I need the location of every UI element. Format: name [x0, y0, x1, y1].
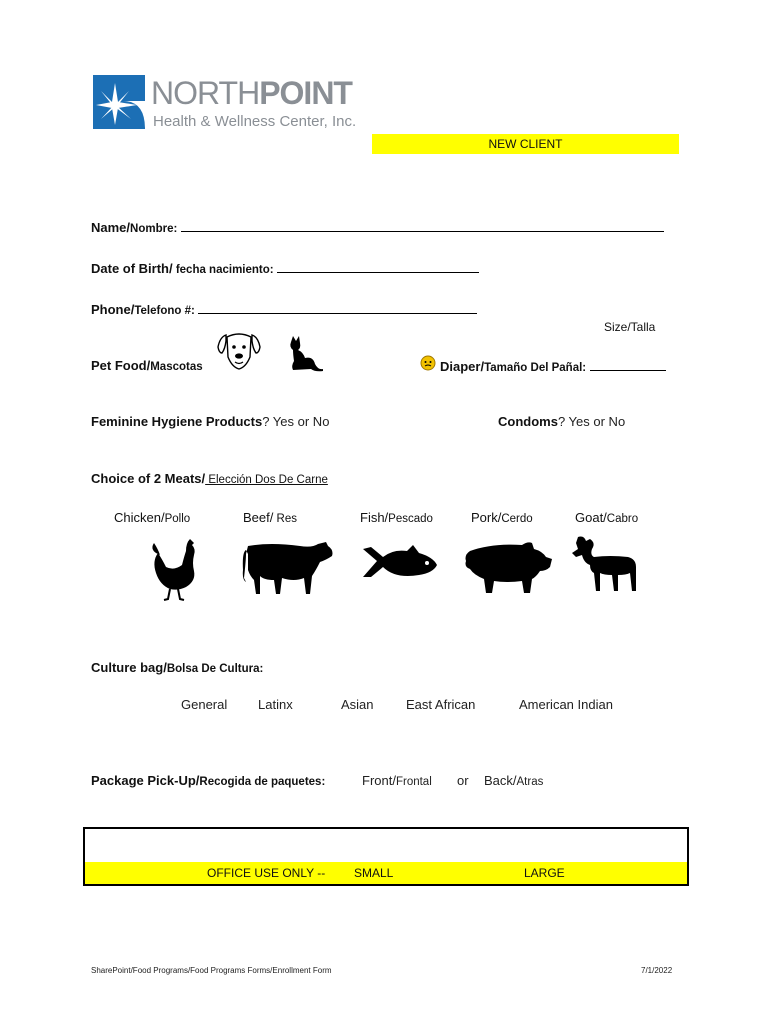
pickup-label-en: Package Pick-Up/	[91, 773, 200, 788]
culture-row	[91, 660, 263, 675]
meat-option-pork[interactable]	[471, 510, 533, 525]
meats-label-es: Elección Dos De Carne	[205, 474, 328, 486]
pickup-or: or	[457, 773, 469, 788]
meats-row	[91, 471, 328, 486]
phone-label-es: Telefono #:	[134, 305, 195, 317]
office-small-option[interactable]: SMALL	[354, 866, 394, 880]
culture-option-asian[interactable]: Asian	[341, 697, 374, 712]
fish-label-en: Fish/	[360, 510, 389, 525]
back-label-en: Back/	[484, 773, 517, 788]
phone-label-en: Phone/	[91, 302, 135, 317]
size-label: Size/Talla	[604, 320, 656, 334]
meat-option-fish[interactable]	[360, 510, 433, 525]
logo-name-bold: POINT	[259, 75, 352, 111]
pickup-option-back[interactable]	[484, 773, 543, 788]
beef-label-en: Beef/	[243, 510, 274, 525]
name-label-en: Name/	[91, 220, 131, 235]
chicken-label-es: Pollo	[164, 513, 191, 525]
pickup-row	[91, 773, 325, 788]
chicken-label-en: Chicken/	[114, 510, 165, 525]
back-label-es: Atras	[516, 776, 544, 788]
phone-row	[91, 301, 477, 317]
office-use-label: OFFICE USE ONLY --	[207, 866, 326, 880]
fish-icon	[361, 543, 439, 581]
footer-path: SharePoint/Food Programs/Food Programs Forms/Enrollment Form	[91, 966, 332, 975]
goat-label-es: Cabro	[606, 513, 639, 525]
goat-icon	[570, 535, 640, 593]
chicken-icon	[150, 537, 204, 601]
pickup-label-es: Recogida de paquetes:	[199, 776, 326, 788]
phone-field[interactable]	[198, 301, 477, 314]
pork-label-en: Pork/	[471, 510, 502, 525]
diaper-label-en: Diaper/	[440, 359, 485, 374]
pet-food-row	[91, 358, 203, 373]
pork-label-es: Cerdo	[501, 513, 533, 525]
northpoint-logo	[93, 75, 363, 135]
pickup-option-front[interactable]	[362, 773, 432, 788]
condoms-options[interactable]: ? Yes or No	[557, 414, 626, 429]
office-use-box	[83, 827, 689, 886]
logo-subtitle: Health & Wellness Center, Inc.	[153, 113, 357, 130]
name-field[interactable]	[181, 219, 664, 232]
banner-text: NEW CLIENT	[488, 137, 563, 151]
name-row	[91, 219, 664, 235]
goat-label-en: Goat/	[575, 510, 607, 525]
office-large-option[interactable]: LARGE	[524, 866, 565, 880]
culture-option-east-african[interactable]: East African	[406, 697, 476, 712]
new-client-banner	[372, 134, 679, 154]
hygiene-options[interactable]: ? Yes or No	[262, 414, 330, 429]
cat-icon	[285, 336, 325, 372]
dog-icon	[216, 331, 262, 371]
footer-date: 7/1/2022	[641, 966, 673, 975]
front-label-es: Frontal	[395, 776, 432, 788]
diaper-row	[440, 358, 666, 374]
pet-food-label-en: Pet Food/	[91, 358, 151, 373]
meat-option-beef[interactable]	[243, 510, 297, 525]
culture-option-american-indian[interactable]: American Indian	[519, 697, 613, 712]
dob-field[interactable]	[277, 260, 479, 273]
star-logo-icon	[93, 75, 145, 129]
diaper-size-field[interactable]	[590, 358, 666, 371]
baby-icon	[420, 355, 436, 371]
dob-row	[91, 260, 479, 276]
meats-label-en: Choice of 2 Meats/	[91, 471, 206, 486]
diaper-label-es: Tamaño Del Pañal:	[484, 362, 587, 374]
front-label-en: Front/	[362, 773, 396, 788]
culture-label-es: Bolsa De Cultura:	[166, 663, 264, 675]
name-label-es: Nombre:	[130, 223, 178, 235]
beef-label-es: Res	[273, 513, 298, 525]
pet-food-label-es: Mascotas	[150, 361, 203, 373]
culture-label-en: Culture bag/	[91, 660, 167, 675]
culture-option-latinx[interactable]: Latinx	[258, 697, 293, 712]
hygiene-label: Feminine Hygiene Products	[91, 414, 263, 429]
meat-option-goat[interactable]	[575, 510, 638, 525]
meat-option-chicken[interactable]	[114, 510, 190, 525]
pig-icon	[462, 541, 552, 595]
office-use-bar	[85, 862, 687, 884]
fish-label-es: Pescado	[388, 513, 433, 525]
culture-option-general[interactable]: General	[181, 697, 228, 712]
dob-label-en: Date of Birth/	[91, 261, 173, 276]
condoms-label: Condoms	[498, 414, 558, 429]
cow-icon	[240, 540, 334, 598]
dob-label-es: fecha nacimiento:	[172, 264, 274, 276]
logo-name-light: NORTH	[151, 75, 260, 111]
hygiene-row	[91, 414, 329, 429]
condoms-row	[498, 414, 625, 429]
